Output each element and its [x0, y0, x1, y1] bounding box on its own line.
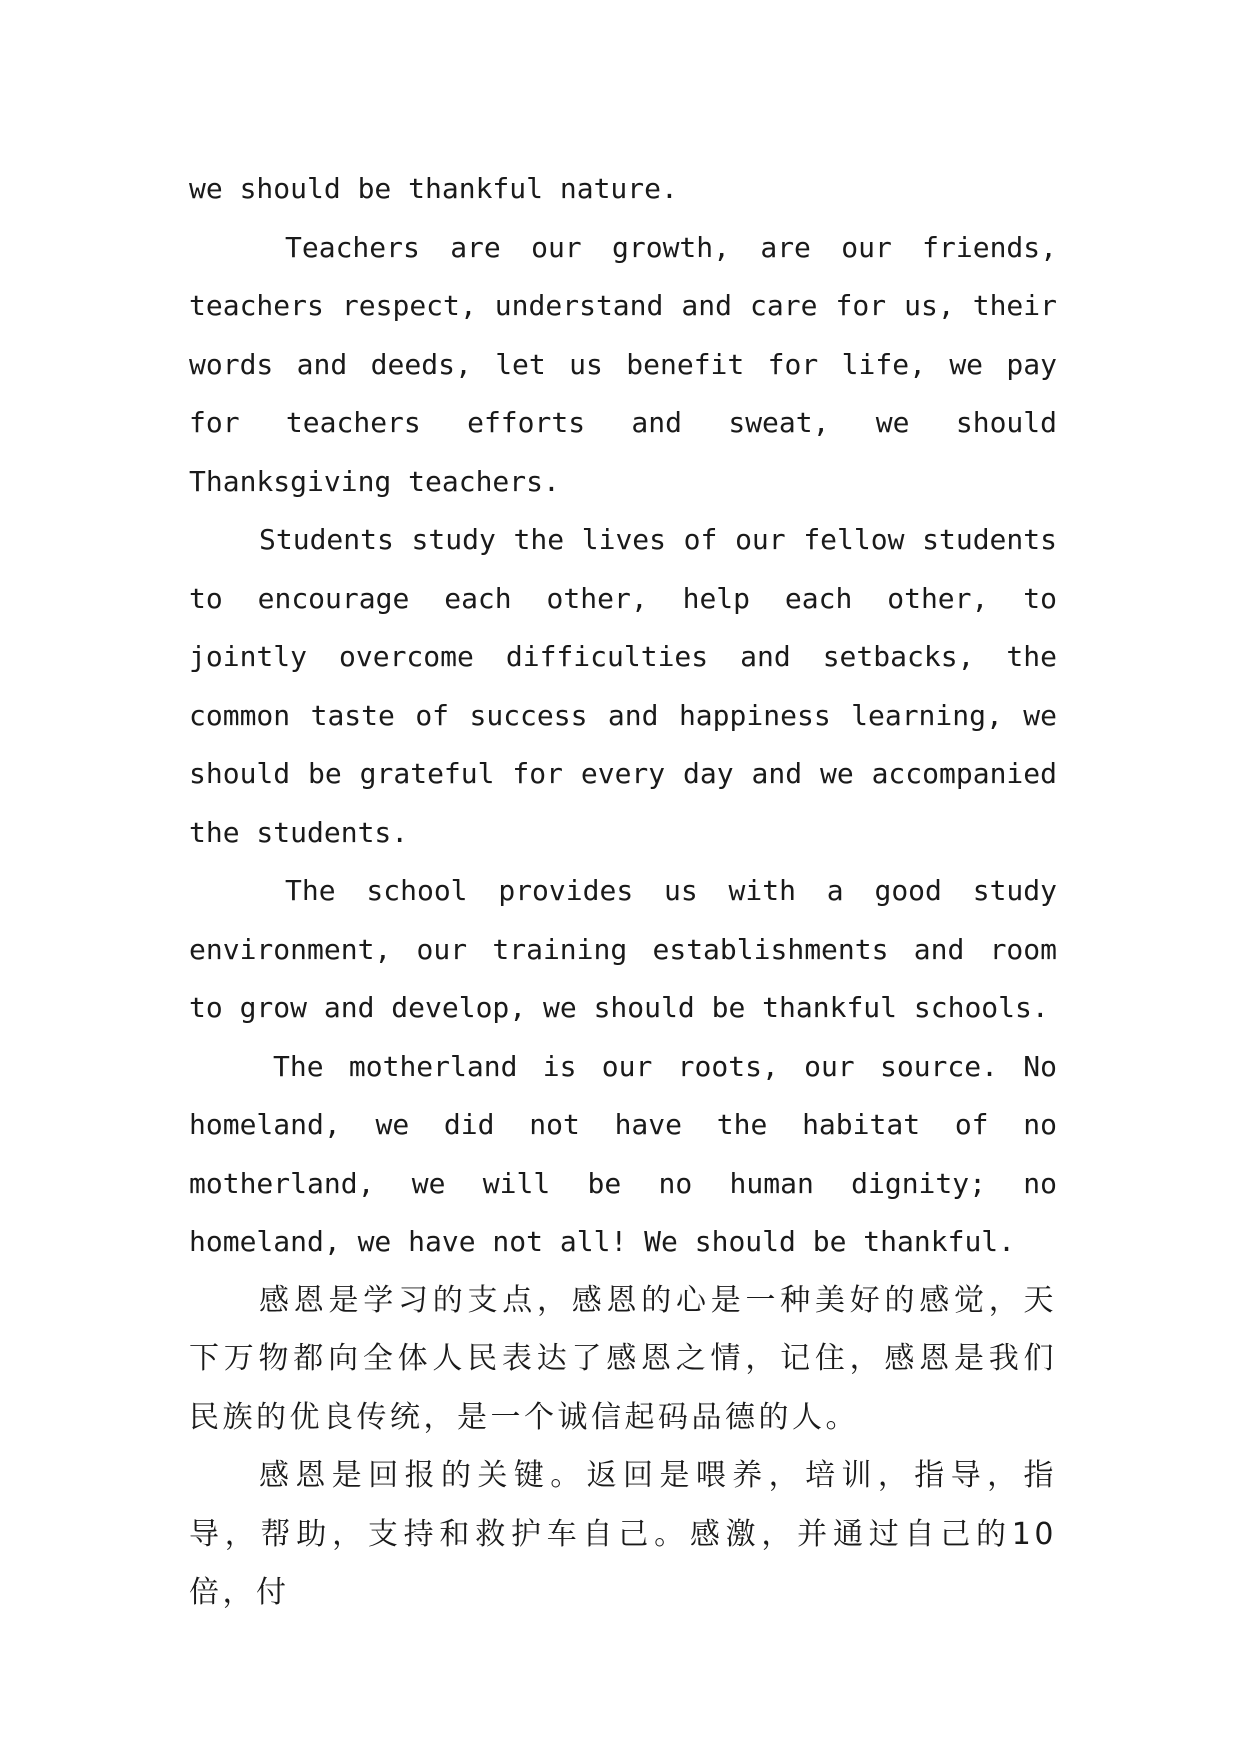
paragraph-chinese-gratitude: 感恩是学习的支点，感恩的心是一种美好的感觉，天下万物都向全体人民表达了感恩之情，记住，感恩是我们民族的优良传统，是一个诚信起码品德的人。 [189, 1282, 1057, 1435]
document-body [189, 160, 1057, 1623]
paragraph-motherland: The motherland is our roots, our source. No homeland, we did not have the habitat of no motherland, we will be no human dignity; no homeland, we have not all! We should be thankful. [189, 1049, 1057, 1258]
paragraph-nature-ending: we should be thankful nature. [189, 172, 678, 205]
paragraph-students: Students study the lives of our fellow students to encourage each other, help each other, to jointly overcome difficulties and setbacks, the common taste of success and happiness learning, we should be grateful for every day and we accompanied the students. [189, 523, 1057, 849]
paragraph-school: The school provides us with a good study environment, our training establishments and room to grow and develop, we should be thankful schools. [189, 874, 1057, 1024]
paragraph-teachers: Teachers are our growth, are our friends, teachers respect, understand and care for us, their words and deeds, let us benefit for life, we pay for teachers efforts and sweat, we should Thanksgiving teachers. [189, 230, 1057, 498]
paragraph-chinese-repay: 感恩是回报的关键。返回是喂养，培训，指导，指导，帮助，支持和救护车自己。感激，并通过自己的10倍，付 [189, 1458, 1057, 1610]
